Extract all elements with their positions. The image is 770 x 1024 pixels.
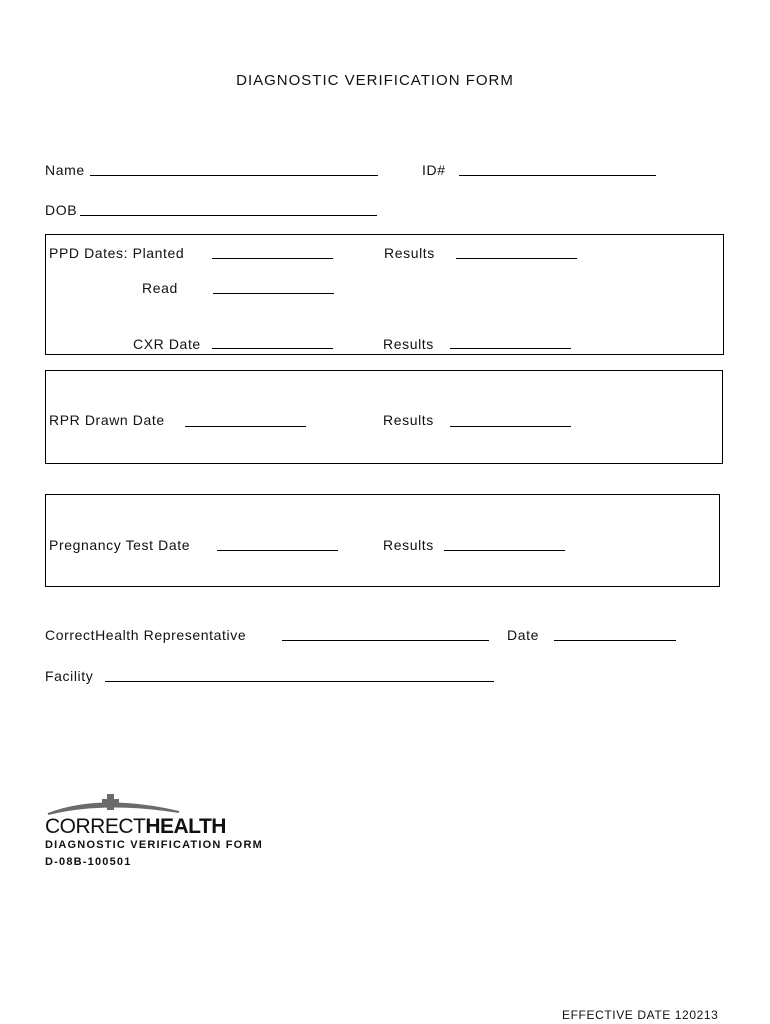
signoff-date-field[interactable] <box>554 640 676 641</box>
cxr-results-field[interactable] <box>450 348 571 349</box>
ppd-planted-field[interactable] <box>212 258 333 259</box>
logo-swoosh-cross-icon <box>45 792 185 816</box>
ppd-results-field[interactable] <box>456 258 577 259</box>
representative-label: CorrectHealth Representative <box>45 627 247 643</box>
ppd-read-field[interactable] <box>213 293 334 294</box>
logo-word-correct: CORRECT <box>45 815 146 838</box>
logo-wordmark <box>45 816 226 838</box>
rpr-results-label: Results <box>383 412 434 428</box>
pregnancy-date-field[interactable] <box>217 550 338 551</box>
pregnancy-date-label: Pregnancy Test Date <box>49 537 191 553</box>
ppd-planted-label: PPD Dates: Planted <box>49 245 185 261</box>
footer-form-name: DIAGNOSTIC VERIFICATION FORM <box>45 839 263 851</box>
representative-field[interactable] <box>282 640 489 641</box>
footer-form-code: D-08B-100501 <box>45 856 132 868</box>
rpr-results-field[interactable] <box>450 426 571 427</box>
ppd-read-label: Read <box>142 280 178 296</box>
pregnancy-results-label: Results <box>383 537 434 553</box>
signoff-date-label: Date <box>507 627 539 643</box>
rpr-drawn-field[interactable] <box>185 426 306 427</box>
rpr-drawn-label: RPR Drawn Date <box>49 412 165 428</box>
facility-field[interactable] <box>105 681 494 682</box>
facility-label: Facility <box>45 668 94 684</box>
ppd-results-label: Results <box>384 245 435 261</box>
logo-word-health: HEALTH <box>145 815 226 838</box>
effective-date: EFFECTIVE DATE 120213 <box>562 1008 719 1022</box>
dob-field[interactable] <box>80 215 377 216</box>
name-field[interactable] <box>90 175 378 176</box>
cxr-results-label: Results <box>383 336 434 352</box>
correcthealth-logo <box>45 792 226 838</box>
pregnancy-results-field[interactable] <box>444 550 565 551</box>
name-label: Name <box>45 162 85 178</box>
cxr-date-field[interactable] <box>212 348 333 349</box>
cxr-date-label: CXR Date <box>133 336 201 352</box>
dob-label: DOB <box>45 202 78 218</box>
id-label: ID# <box>422 162 446 178</box>
id-field[interactable] <box>459 175 656 176</box>
page-title: DIAGNOSTIC VERIFICATION FORM <box>236 72 514 89</box>
